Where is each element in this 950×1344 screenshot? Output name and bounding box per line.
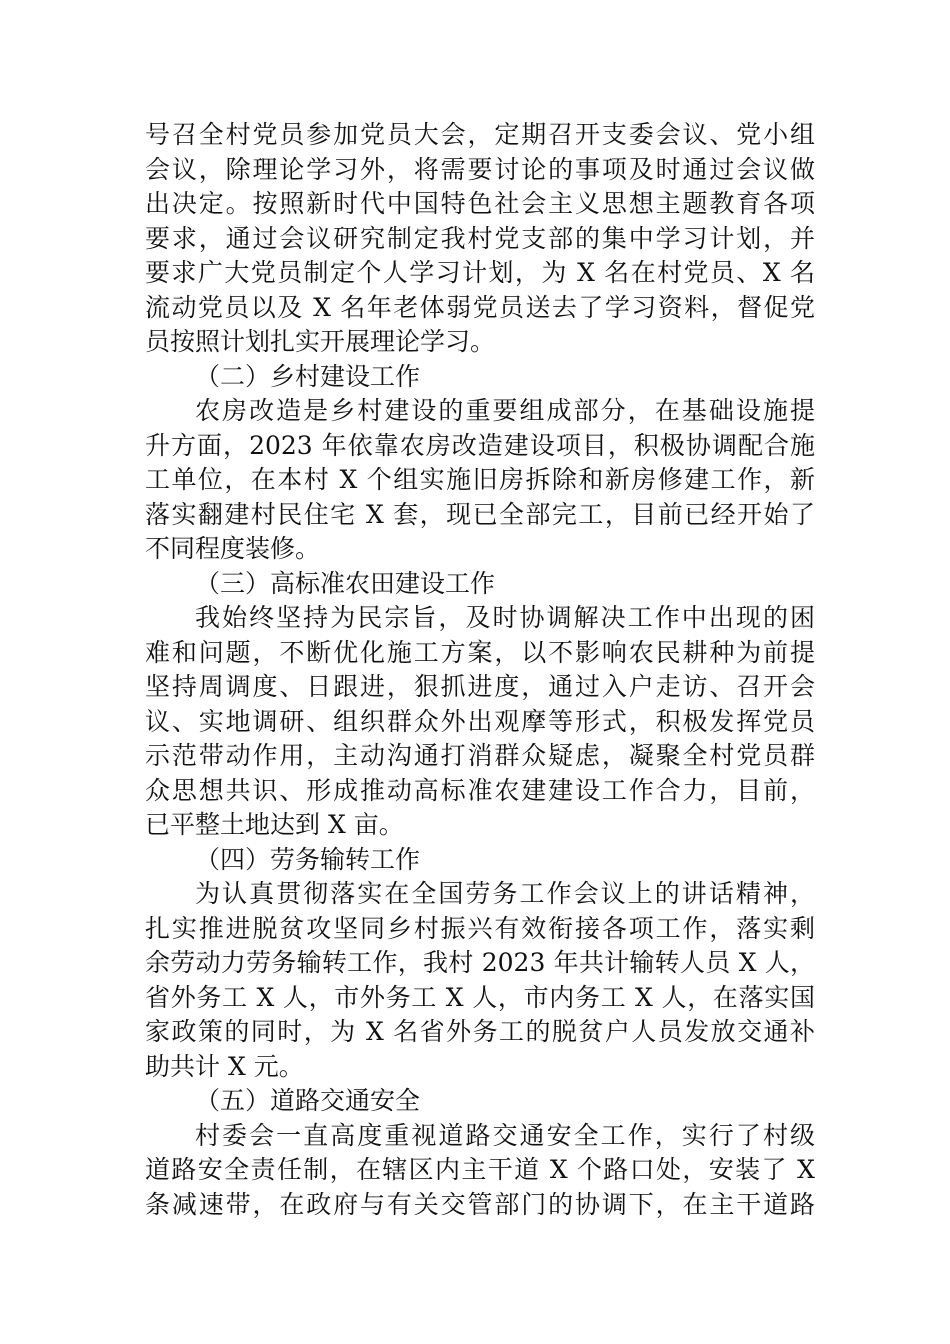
paragraph-line: 落实翻建村民住宅 X 套，现已全部完工，目前已经开始了 <box>145 499 815 529</box>
paragraph-line: 坚持周调度、日跟进，狠抓进度，通过入户走访、召开会 <box>145 672 815 701</box>
document-body <box>145 118 815 1222</box>
paragraph-line: 为认真贯彻落实在全国劳务工作会议上的讲话精神， <box>195 879 815 908</box>
paragraph-line: 我始终坚持为民宗旨，及时协调解决工作中出现的困 <box>195 603 815 632</box>
paragraph-line: 已平整土地达到 X 亩。 <box>145 810 404 839</box>
paragraph-line: 要求，通过会议研究制定我村党支部的集中学习计划，并 <box>145 223 815 253</box>
paragraph-line: 流动党员以及 X 名年老体弱党员送去了学习资料，督促党 <box>145 292 815 322</box>
paragraph-line: 道路安全责任制，在辖区内主干道 X 个路口处，安装了 X <box>145 1155 815 1184</box>
paragraph-line: 要求广大党员制定个人学习计划，为 X 名在村党员、X 名 <box>145 258 815 287</box>
paragraph-line: 省外务工 X 人，市外务工 X 人，市内务工 X 人，在落实国 <box>145 982 815 1012</box>
paragraph-line: 会议，除理论学习外，将需要讨论的事项及时通过会议做 <box>145 154 815 184</box>
paragraph-line: 余劳动力劳务输转工作，我村 2023 年共计输转人员 X 人， <box>145 948 815 977</box>
paragraph-line: 众思想共识、形成推动高标准农建建设工作合力，目前， <box>145 775 815 805</box>
paragraph-line: 扎实推进脱贫攻坚同乡村振兴有效衔接各项工作，落实剩 <box>145 913 815 943</box>
section-heading-road-safety: （五）道路交通安全 <box>195 1086 421 1115</box>
paragraph-line: 家政策的同时，为 X 名省外务工的脱贫户人员发放交通补 <box>145 1017 815 1046</box>
paragraph-line: 条减速带，在政府与有关交管部门的协调下，在主干道路 <box>145 1189 815 1219</box>
paragraph-line: 村委会一直高度重视道路交通安全工作，实行了村级 <box>195 1120 815 1150</box>
section-heading-rural-construction: （二）乡村建设工作 <box>195 361 421 391</box>
section-heading-labor-transfer: （四）劳务输转工作 <box>195 844 421 874</box>
paragraph-line: 工单位，在本村 X 个组实施旧房拆除和新房修建工作，新 <box>145 465 815 494</box>
paragraph-line: 号召全村党员参加党员大会，定期召开支委会议、党小组 <box>145 120 815 149</box>
paragraph-line: 助共计 X 元。 <box>145 1051 304 1081</box>
paragraph-line: 升方面，2023 年依靠农房改造建设项目，积极协调配合施 <box>145 430 815 460</box>
paragraph-line: 议、实地调研、组织群众外出观摩等形式，积极发挥党员 <box>145 706 815 736</box>
section-heading-farmland-construction: （三）高标准农田建设工作 <box>195 568 496 598</box>
paragraph-line: 示范带动作用，主动沟通打消群众疑虑，凝聚全村党员群 <box>145 741 815 770</box>
paragraph-line: 不同程度装修。 <box>145 534 321 563</box>
paragraph-line: 难和问题，不断优化施工方案，以不影响农民耕种为前提 <box>145 637 815 667</box>
paragraph-line: 出决定。按照新时代中国特色社会主义思想主题教育各项 <box>145 189 815 218</box>
paragraph-line: 农房改造是乡村建设的重要组成部分，在基础设施提 <box>195 396 815 425</box>
paragraph-line: 员按照计划扎实开展理论学习。 <box>145 327 496 356</box>
